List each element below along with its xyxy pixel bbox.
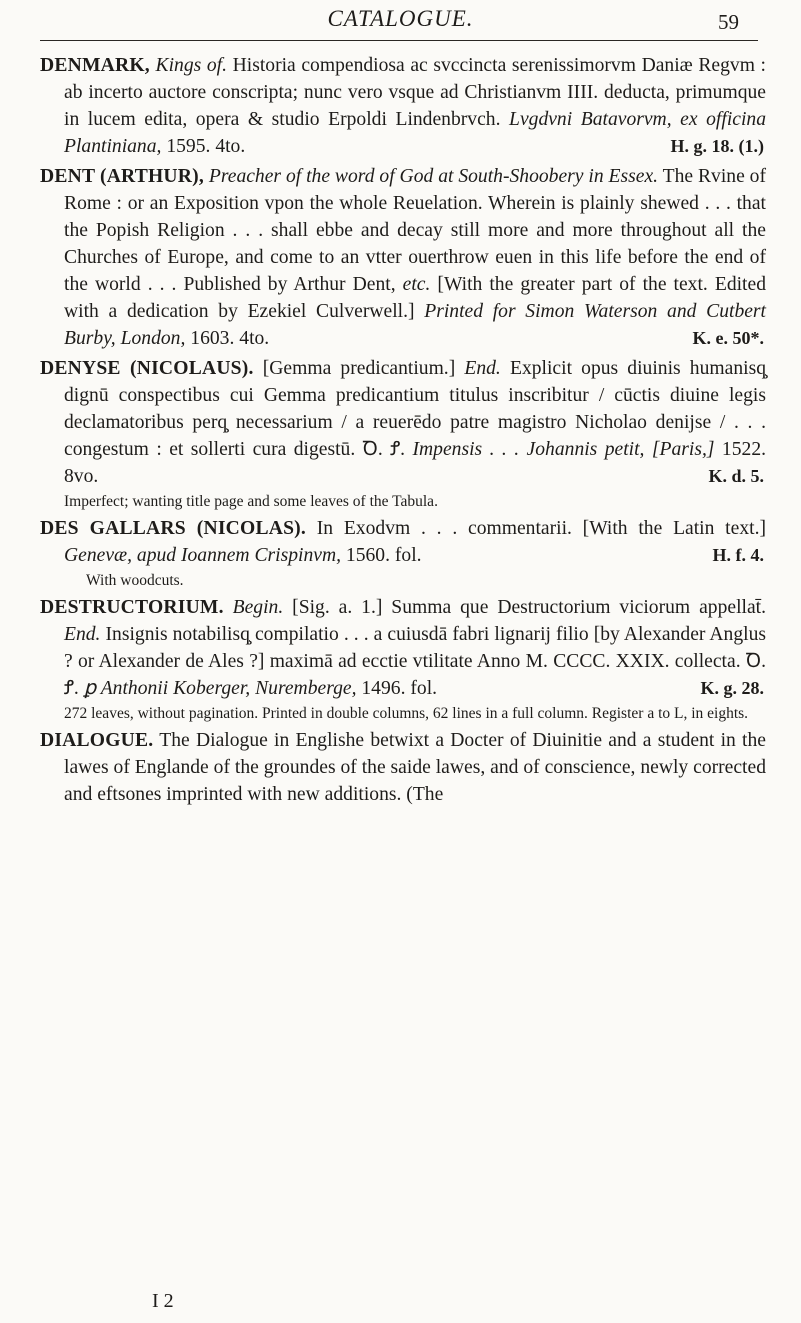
entry-italic-text: Genevæ, apud Ioannem Crispinvm, <box>64 545 341 566</box>
entry-italic-text: End. <box>464 358 501 379</box>
entry-text: 1496. fol. <box>356 678 438 699</box>
entry-italic-text: Lvgdvni Batavorvm, ex officina Plantiniana, <box>64 109 766 157</box>
entry-italic-text: Begin. <box>232 597 284 618</box>
entry-italic-text: Preacher of the word of God at South-Shoobery in Essex. <box>208 166 659 187</box>
entry-text: In Exodvm . . . commentarii. [With the Latin text.] <box>306 518 766 539</box>
entry-text: 1522. 8vo. <box>64 439 767 487</box>
catalogue-entry <box>40 594 766 702</box>
header-rule <box>40 40 758 41</box>
entry-italic-text: Impensis . . . Johannis petit, [Paris,] <box>412 439 715 460</box>
entry-italic-text: etc. <box>402 274 431 295</box>
page-header <box>0 6 801 42</box>
entry-text: The Dialogue in Englishe betwixt a Docter of Diuinitie and a student in the lawes of Englande of the groundes of the saide lawes, and of conscience, newly corrected and eftsones imprinted with new additions. (The <box>64 730 766 805</box>
shelfmark: K. g. 28. <box>700 678 764 698</box>
shelfmark: K. e. 50*. <box>692 328 764 348</box>
entry-heading: DENYSE (NICOLAUS). <box>40 358 254 379</box>
entry-italic-text: ꝑ Anthonii Koberger, Nuremberge, <box>83 678 357 699</box>
entry-text: [With the greater part of the text. Edited with a dedication by Ezekiel Culverwell.] <box>64 274 766 322</box>
page-number: 59 <box>718 10 739 34</box>
entry-text: 1595. 4to. <box>161 136 246 157</box>
entry-italic-text: Printed for Simon Waterson and Cutbert Burby, London, <box>64 301 766 349</box>
shelfmark: H. f. 4. <box>712 545 764 565</box>
entry-text <box>224 597 233 618</box>
entry-text: The Rvine of Rome : or an Exposition vpon the whole Reuelation. Wherein is plainly shewed . . . that the Popish Religion . . . shall ebbe and decay still more and more throughout all the Churches of Europe, and come to an vtter ouerthrow euen in this life before the end of the world . . . Published by Arthur Dent, <box>64 166 767 295</box>
entry-text: [Gemma predicantium.] <box>253 358 465 379</box>
entry-text: [Sig. a. 1.] Summa que Destructorium viciorum appellat̄. <box>283 597 766 618</box>
entry-text: Insignis notabilisq̧ compilatio . . . a cuiusdā fabri lignarij filio [by Alexander Anglus ? or Alexander de Ales ?] maximā ad ecctie vtilitate Anno M. CCCC. XXIX. collecta. Ꝺ. Ꝭ. <box>64 624 766 699</box>
entry-italic-text: End. <box>64 624 101 645</box>
entry-text: 1603. 4to. <box>185 328 270 349</box>
catalogue-entry <box>40 515 766 569</box>
entry-heading: DESTRUCTORIUM. <box>40 597 224 618</box>
entry-note: Imperfect; wanting title page and some leaves of the Tabula. <box>64 493 438 510</box>
entry-note: With woodcuts. <box>86 572 184 589</box>
catalogue-entries <box>40 52 766 811</box>
entry-text: 1560. fol. <box>341 545 422 566</box>
catalogue-entry <box>40 163 766 352</box>
shelfmark: H. g. 18. (1.) <box>670 136 764 156</box>
shelfmark: K. d. 5. <box>708 466 764 486</box>
entry-text: Historia compendiosa ac svccincta serenissimorvm Daniæ Regvm : ab incerto auctore conscripta; nunc vero vsque ad Christianvm IIII. deducta, primumque in lucem edita, opera & studio Erpoldi Lindenbrvch. <box>64 55 766 130</box>
entry-note: 272 leaves, without pagination. Printed in double columns, 62 lines in a full column. Register a to L, in eights. <box>64 705 749 722</box>
entry-italic-text: Kings of. <box>155 55 228 76</box>
entry-heading: DENT (ARTHUR), <box>40 166 204 187</box>
catalogue-entry <box>40 52 766 160</box>
running-title: CATALOGUE. <box>327 6 474 31</box>
catalogue-entry <box>40 727 766 808</box>
entry-heading: DENMARK, <box>40 55 150 76</box>
catalogue-entry <box>40 355 766 490</box>
signature-mark: I 2 <box>152 1290 174 1312</box>
entry-heading: DIALOGUE. <box>40 730 154 751</box>
entry-text: Explicit opus diuinis humanisq̧ dignū conspectibus cui Gemma predicantium titulus inscribitur / cūctis diuine legis declamatoribus perq̧ necessarium / a reuerēdo patre magistro Nicholao denijse / . . . congestum : et sollerti cura digestū. Ꝺ. Ꝭ. <box>64 358 766 460</box>
entry-heading: DES GALLARS (NICOLAS). <box>40 518 306 539</box>
